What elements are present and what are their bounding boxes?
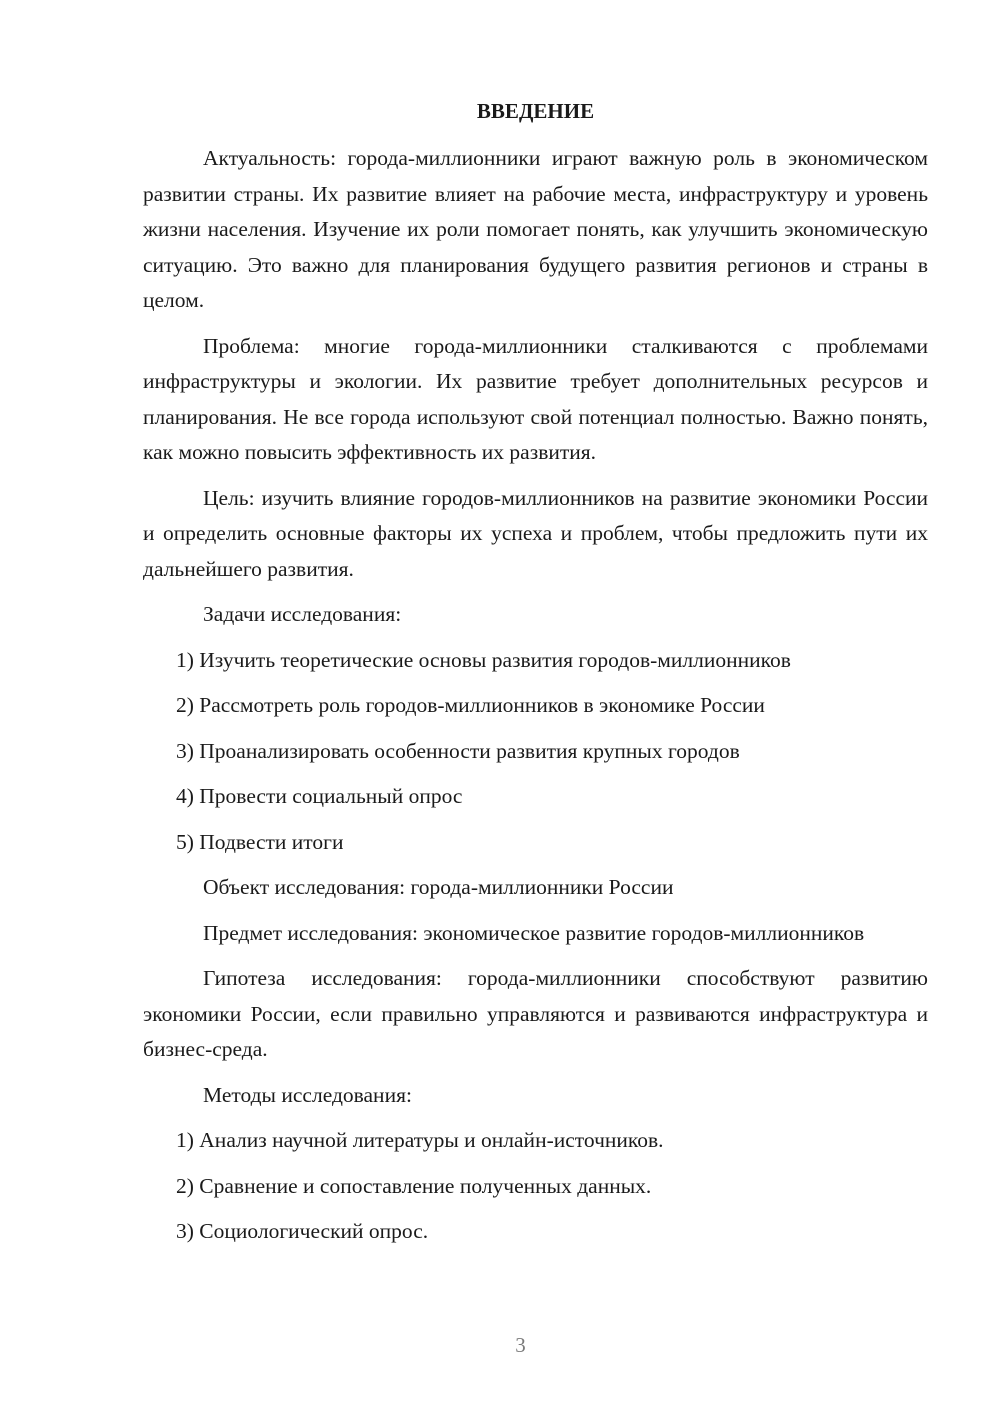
object-paragraph: Объект исследования: города-миллионники России <box>203 875 674 899</box>
task-item: 4) Провести социальный опрос <box>176 784 463 808</box>
task-item: 3) Проанализировать особенности развития крупных городов <box>176 738 740 763</box>
hypothesis-paragraph: Гипотеза исследования: города-миллионники способствуют развитию экономики России, если правильно управляются и развиваются инфраструктура и бизнес-среда. <box>143 966 928 1061</box>
subject-paragraph: Предмет исследования: экономическое развитие городов-миллионников <box>203 920 865 945</box>
method-item: 3) Социологический опрос. <box>176 1219 429 1243</box>
tasks-heading: Задачи исследования: <box>203 602 402 626</box>
task-item: 2) Рассмотреть роль городов-миллионников в экономике России <box>176 693 765 717</box>
problem-paragraph: Проблема: многие города-миллионники сталкиваются с проблемами инфраструктуры и экологии. Их развитие требует дополнительных ресурсов и планирования. Не все города используют свой потенциал полностью. Важно понять, как можно повысить эффективность их развития. <box>143 333 928 464</box>
document-body <box>143 141 928 1250</box>
task-item: 1) Изучить теоретические основы развития городов-миллионников <box>176 647 791 672</box>
methods-heading: Методы исследования: <box>203 1082 412 1107</box>
task-item: 5) Подвести итоги <box>176 829 344 854</box>
relevance-paragraph: Актуальность: города-миллионники играют важную роль в экономическом развитии страны. Их развитие влияет на рабочие места, инфраструктуру и уровень жизни населения. Изучение их роли помогает понять, как улучшить экономическую ситуацию. Это важно для планирования будущего развития регионов и страны в целом. <box>143 146 928 312</box>
page-number: 3 <box>515 1333 526 1357</box>
method-item: 1) Анализ научной литературы и онлайн-источников. <box>176 1128 664 1152</box>
goal-paragraph: Цель: изучить влияние городов-миллионников на развитие экономики России и определить основные факторы их успеха и проблем, чтобы предложить пути их дальнейшего развития. <box>143 485 928 581</box>
page-title: ВВЕДЕНИЕ <box>476 99 595 123</box>
method-item: 2) Сравнение и сопоставление полученных данных. <box>176 1173 652 1198</box>
document-page <box>143 0 928 1414</box>
